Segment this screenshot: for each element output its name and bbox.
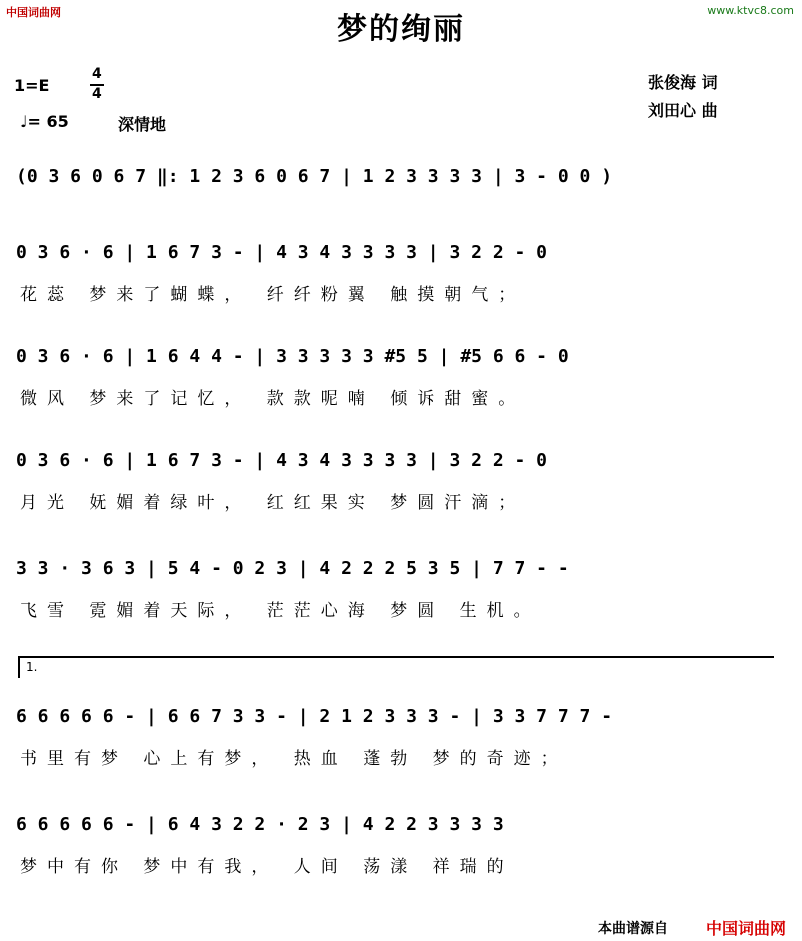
score-row-5 [16, 700, 786, 770]
source-label: 本曲谱源自 [598, 921, 668, 937]
volta-bracket [18, 656, 774, 658]
notes-line: 0 3 6 · 6 | 1 6 4 4 - | 3 3 3 3 3 #5 5 | #5 6 6 - 0 [16, 346, 569, 367]
composer-credit: 刘田心 曲 [648, 101, 718, 120]
lyrics-line: 月光 妩媚着绿叶， 红红果实 梦圆汗滴； [20, 493, 526, 513]
time-sig-bottom: 4 [92, 86, 102, 102]
notes-line: 0 3 6 · 6 | 1 6 7 3 - | 4 3 4 3 3 3 3 | 3 2 2 - 0 [16, 450, 548, 471]
notes-line: (0 3 6 0 6 7 ‖: 1 2 3 6 0 6 7 | 1 2 3 3 3 3 | 3 - 0 0 ) [16, 166, 613, 187]
key-signature: 1=E [14, 76, 50, 95]
score-row-6 [16, 808, 786, 878]
score-row-2 [16, 340, 786, 410]
volta-label: 1. [26, 660, 38, 674]
site-url-right: www.ktvc8.com [707, 4, 794, 17]
source-site-logo: 中国词曲网 [706, 919, 787, 938]
notes-line: 6 6 6 6 6 - | 6 6 7 3 3 - | 2 1 2 3 3 3 - | 3 3 7 7 7 - [16, 706, 613, 727]
time-sig-top: 4 [92, 66, 102, 82]
score-row-intro [16, 160, 786, 230]
score-row-3 [16, 444, 786, 514]
score-row-1 [16, 236, 786, 306]
lyrics-line: 梦中有你 梦中有我， 人间 荡漾 祥瑞的 [20, 857, 514, 877]
lyrics-line: 微风 梦来了记忆， 款款呢喃 倾诉甜蜜。 [20, 389, 526, 409]
notes-line: 0 3 6 · 6 | 1 6 7 3 - | 4 3 4 3 3 3 3 | 3 2 2 - 0 [16, 242, 548, 263]
expression-mark: 深情地 [118, 115, 167, 134]
song-title: 梦的绚丽 [337, 12, 465, 47]
lyrics-line: 书里有梦 心上有梦， 热血 蓬勃 梦的奇迹； [20, 749, 568, 769]
lyricist-credit: 张俊海 词 [648, 73, 718, 92]
notes-line: 6 6 6 6 6 - | 6 4 3 2 2 · 2 3 | 4 2 2 3 3 3 3 [16, 814, 504, 835]
score-row-4 [16, 552, 786, 622]
notes-line: 3 3 · 3 6 3 | 5 4 - 0 2 3 | 4 2 2 2 5 3 5 | 7 7 - - [16, 558, 569, 579]
lyrics-line: 飞雪 霓媚着天际， 茫茫心海 梦圆 生机。 [20, 601, 541, 621]
volta-bracket-edge [18, 656, 20, 678]
site-logo-left: 中国词曲网 [6, 6, 61, 19]
tempo-mark: ♩= 65 [20, 112, 69, 131]
lyrics-line: 花蕊 梦来了蝴蝶， 纤纤粉翼 触摸朝气； [20, 285, 526, 305]
